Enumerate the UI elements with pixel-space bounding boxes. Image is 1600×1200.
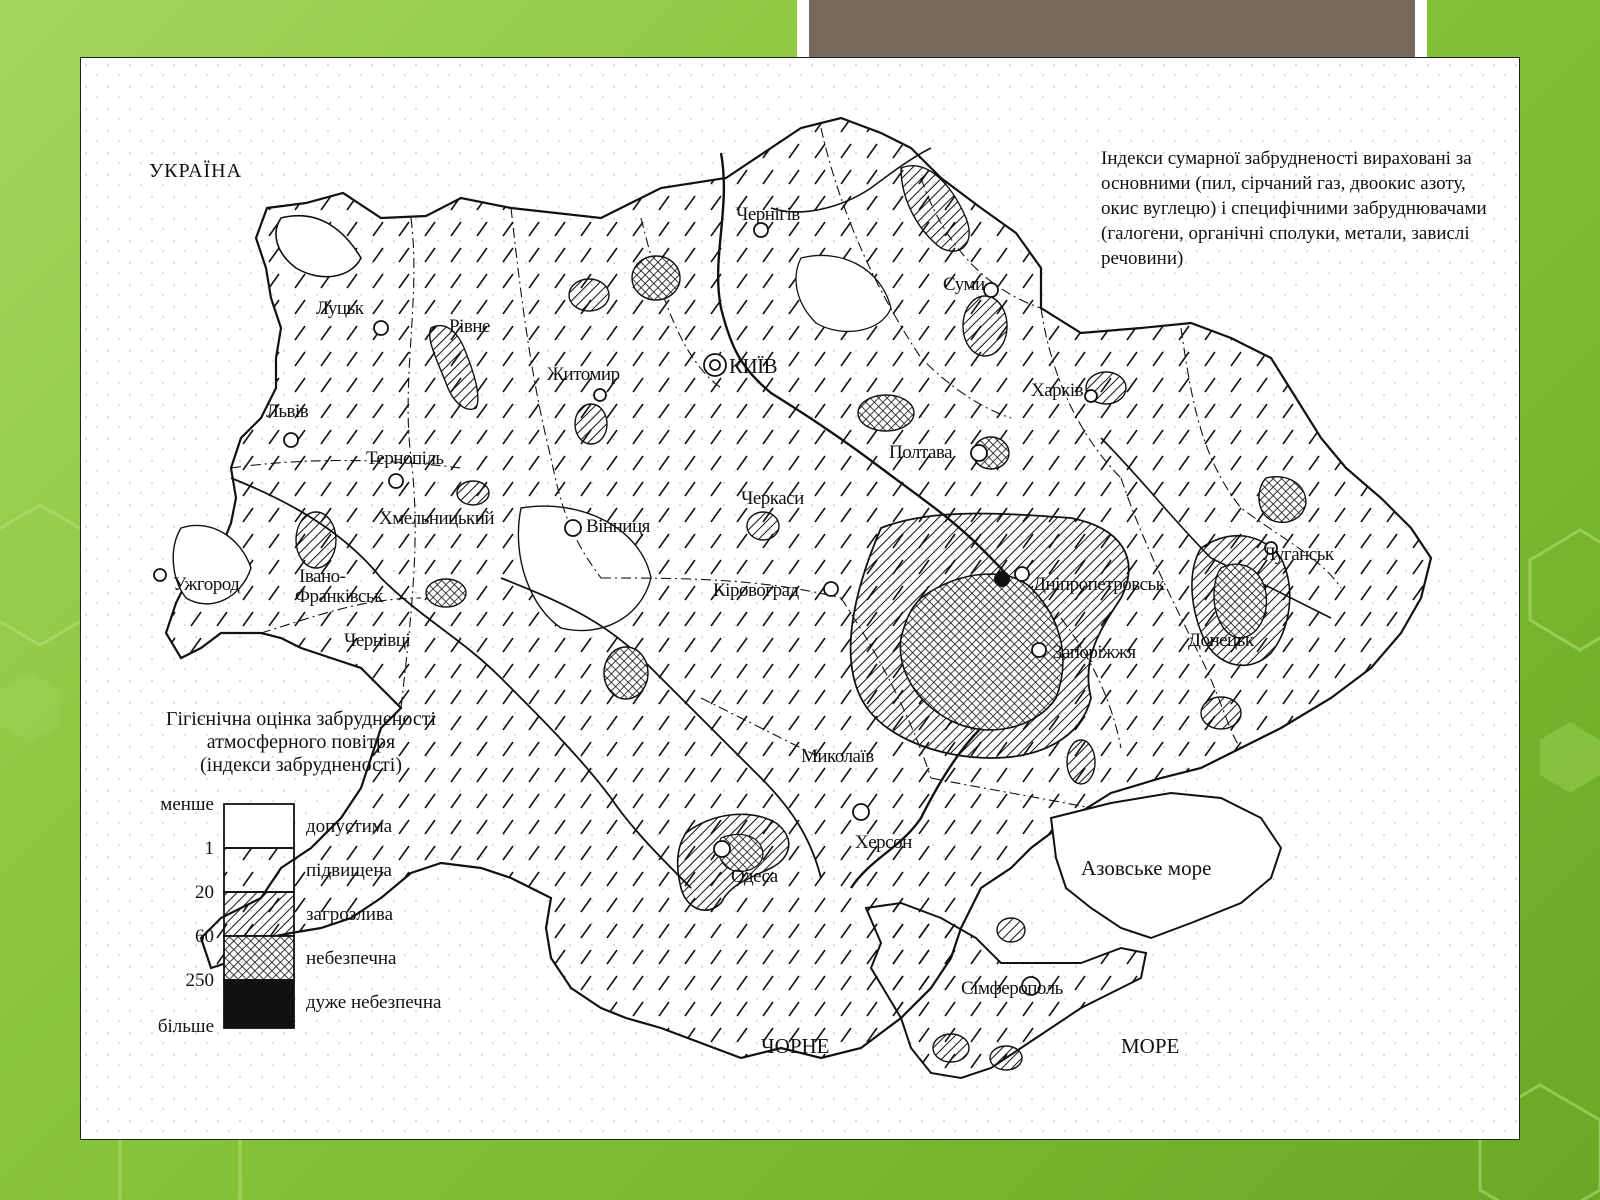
legend-swatch-threatening xyxy=(224,892,294,936)
legend-level-dangerous: небезпечна xyxy=(306,948,397,969)
zone-zhytomyr-north xyxy=(569,279,609,311)
legend-swatches xyxy=(224,804,294,1028)
legend-level-threatening: загрозлива xyxy=(306,904,394,925)
zone-crimea-yalta xyxy=(990,1046,1022,1070)
zone-crimea-south xyxy=(933,1034,969,1062)
country-label: УКРАЇНА xyxy=(149,160,243,182)
legend-bound-20: 20 xyxy=(195,882,214,903)
city-kherson: Херсон xyxy=(855,832,912,853)
city-lutsk: Луцьк xyxy=(316,298,364,319)
zone-sumy-south xyxy=(963,296,1007,356)
city-donetsk: Донецьк xyxy=(1188,630,1254,651)
city-luhansk: Луганськ xyxy=(1263,544,1334,565)
city-chernihiv: Чернігів xyxy=(736,204,800,225)
sea-black-2: МОРЕ xyxy=(1121,1034,1180,1058)
legend-swatch-increased xyxy=(224,848,294,892)
legend-bound-less: менше xyxy=(160,794,214,815)
zone-cherkasy xyxy=(747,512,779,540)
zone-dnipro-very-dangerous xyxy=(994,571,1010,587)
zone-crimea-north xyxy=(997,918,1025,942)
city-uzhhorod: Ужгород xyxy=(173,574,240,595)
city-mykolaiv: Миколаїв xyxy=(801,746,874,767)
legend-level-increased: підвищена xyxy=(306,860,392,881)
zone-ivano-frankivsk xyxy=(296,512,336,568)
legend-level-very-dangerous: дуже небезпечна xyxy=(306,992,442,1013)
zone-moldova-border xyxy=(604,647,648,699)
city-kirovohrad: Кіровоград xyxy=(713,580,799,601)
legend-title-3: (індекси забрудненості) xyxy=(200,754,402,776)
city-kharkiv: Харків xyxy=(1031,380,1084,401)
pollution-index-note: Індекси сумарної забрудненості вираховані за основними (пил, сірчаний газ, двоокис азоту, окис вуглецю) і специфічними забруднювачами (галогени, органічні сполуки, метали, завислі речовини) xyxy=(1101,148,1487,269)
zone-mariupol xyxy=(1201,697,1241,729)
city-cherkasy: Черкаси xyxy=(741,488,804,509)
map-image xyxy=(80,57,1520,1140)
legend-bound-250: 250 xyxy=(185,970,214,991)
zone-zhytomyr xyxy=(575,404,607,444)
city-chernivtsi: Чернівці xyxy=(344,630,411,651)
city-ternopil: Тернопіль xyxy=(366,448,444,469)
city-khmelnytskyi: Хмельницький xyxy=(379,508,495,529)
legend-level-acceptable: допустима xyxy=(306,816,393,837)
legend-title-1: Гігієнічна оцінка забрудненості xyxy=(165,708,437,730)
city-ivano-frankivsk-line1: Івано- xyxy=(299,566,346,587)
legend-swatch-dangerous xyxy=(224,936,294,980)
legend-swatch-very-dangerous xyxy=(224,980,294,1028)
legend-bound-60: 60 xyxy=(195,926,214,947)
city-vinnytsia: Вінниця xyxy=(586,516,650,537)
zone-melitopol xyxy=(1067,740,1095,784)
legend-title-2: атмосферного повітря xyxy=(206,731,396,753)
zone-kyiv-south xyxy=(858,395,914,431)
city-kyiv: КИЇВ xyxy=(729,354,778,378)
sea-black-1: ЧОРНЕ xyxy=(761,1034,830,1058)
city-poltava: Полтава xyxy=(889,442,953,463)
zone-chernihiv-west xyxy=(632,256,680,300)
legend-bound-more: більше xyxy=(157,1016,214,1037)
city-ivano-frankivsk-line2: Франківськ xyxy=(295,586,383,607)
sea-azov: Азовське море xyxy=(1081,856,1212,880)
city-zhytomyr: Житомир xyxy=(547,364,620,385)
city-zaporizhzhia: Запоріжжя xyxy=(1053,642,1136,663)
zone-khmelnytskyi xyxy=(457,481,489,505)
city-lviv: Львів xyxy=(266,401,309,422)
zone-chernivtsi xyxy=(426,579,466,607)
city-dnipro: Дніпропетровськ xyxy=(1033,574,1165,595)
city-odesa: Одеса xyxy=(731,866,778,887)
legend-swatch-acceptable xyxy=(224,804,294,848)
city-simferopol: Сімферополь xyxy=(961,978,1063,999)
legend-bound-1: 1 xyxy=(204,838,214,859)
city-rivne: Рівне xyxy=(449,316,490,337)
city-sumy: Суми xyxy=(943,274,985,295)
